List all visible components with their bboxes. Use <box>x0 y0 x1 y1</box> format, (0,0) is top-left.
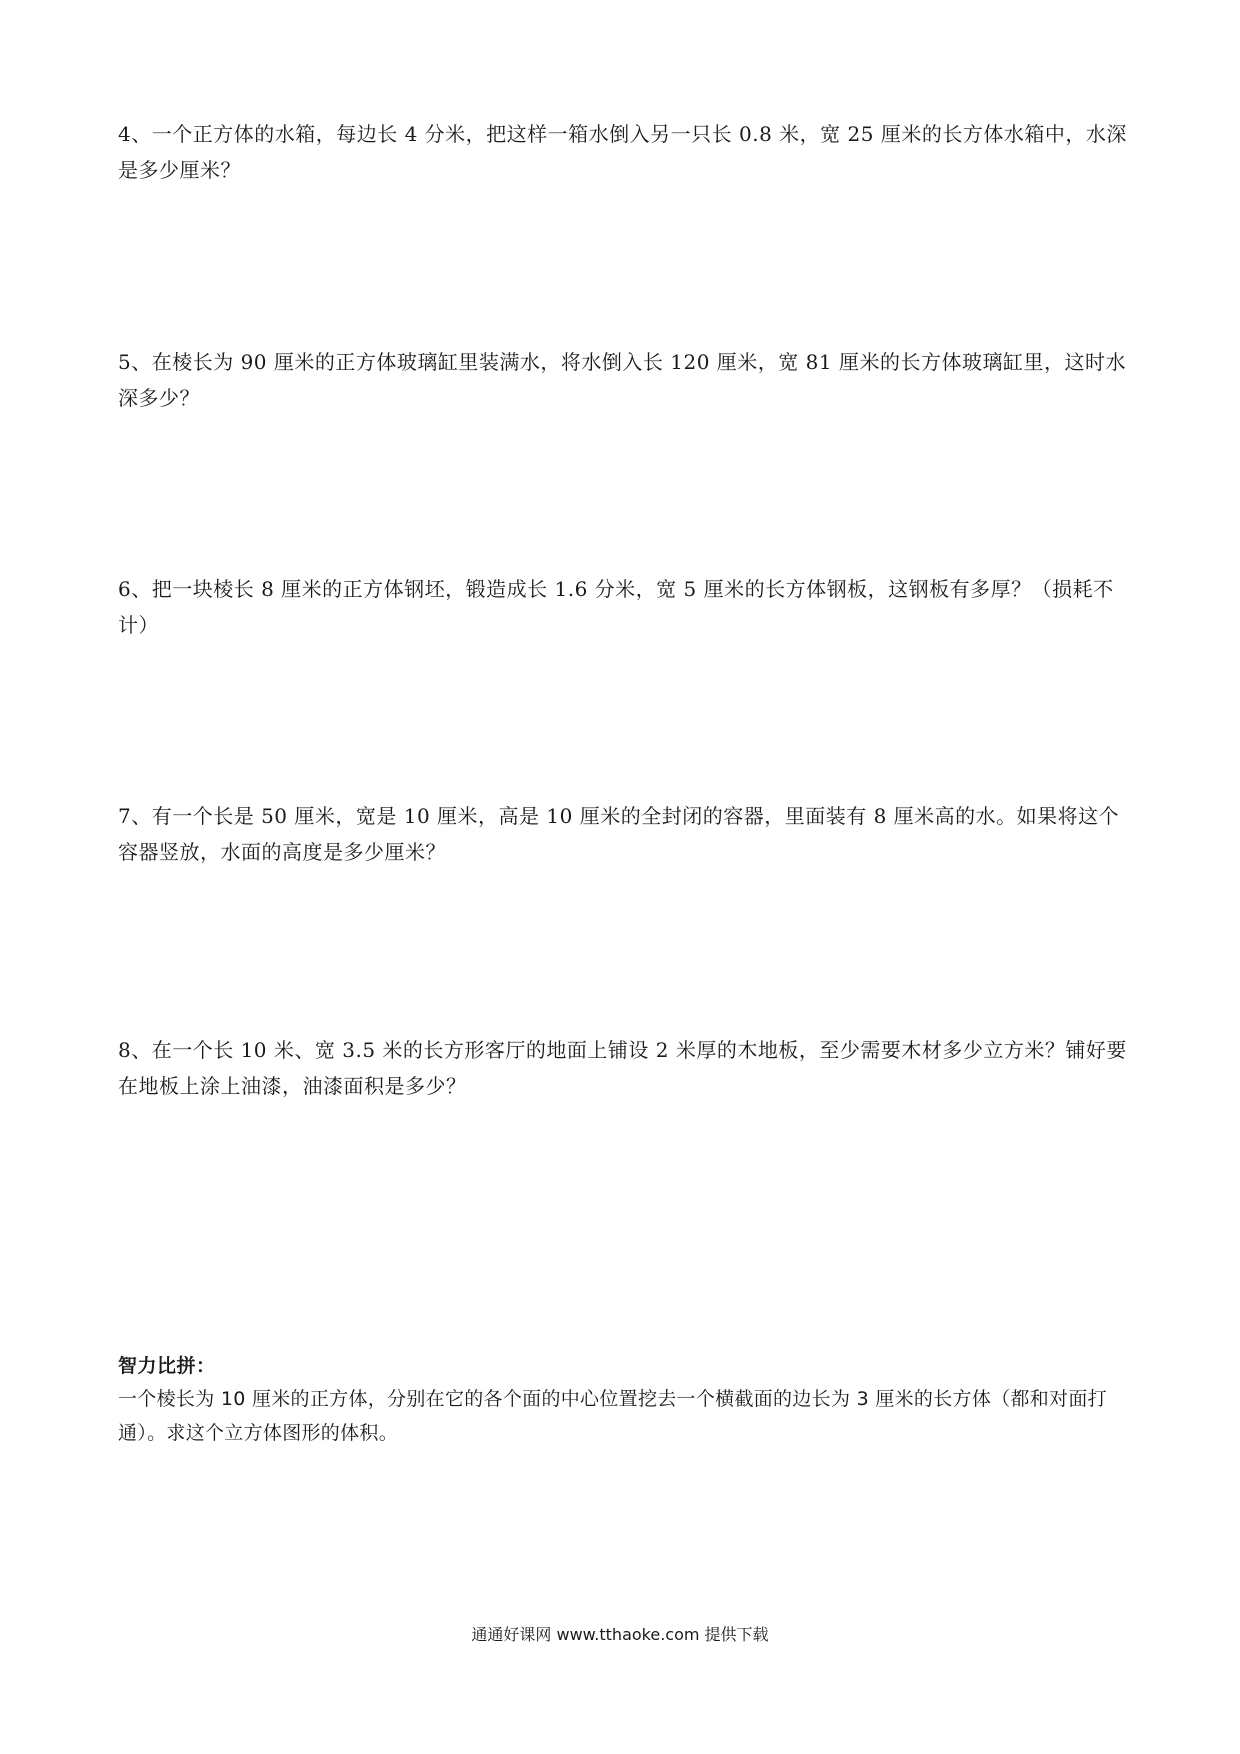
problem-7 <box>118 798 1128 870</box>
problem-5-text: 5、在棱长为 90 厘米的正方体玻璃缸里装满水，将水倒入长 120 厘米，宽 81 厘米的长方体玻璃缸里，这时水深多少？ <box>118 350 1126 410</box>
page-footer: 通通好课网 www.tthaoke.com 提供下载 <box>471 1625 769 1644</box>
bonus-section <box>118 1350 1128 1450</box>
bonus-text: 一个棱长为 10 厘米的正方体，分别在它的各个面的中心位置挖去一个横截面的边长为 3 厘米的长方体（都和对面打通）。求这个立方体图形的体积。 <box>118 1388 1107 1444</box>
problem-7-text: 7、有一个长是 50 厘米，宽是 10 厘米，高是 10 厘米的全封闭的容器，里面装有 8 厘米高的水。如果将这个容器竖放，水面的高度是多少厘米？ <box>118 804 1120 864</box>
problem-4 <box>118 116 1128 188</box>
problem-4-text: 4、一个正方体的水箱，每边长 4 分米，把这样一箱水倒入另一只长 0.8 米，宽 25 厘米的长方体水箱中，水深是多少厘米？ <box>118 122 1127 182</box>
problem-8-text: 8、在一个长 10 米、宽 3.5 米的长方形客厅的地面上铺设 2 米厚的木地板，至少需要木材多少立方米？铺好要在地板上涂上油漆，油漆面积是多少？ <box>118 1038 1127 1098</box>
problem-6-text: 6、把一块棱长 8 厘米的正方体钢坯，锻造成长 1.6 分米，宽 5 厘米的长方体钢板，这钢板有多厚？（损耗不计） <box>118 577 1114 637</box>
problem-8 <box>118 1032 1128 1104</box>
problem-6 <box>118 571 1128 643</box>
bonus-heading: 智力比拼： <box>118 1355 216 1377</box>
problem-5 <box>118 344 1128 416</box>
